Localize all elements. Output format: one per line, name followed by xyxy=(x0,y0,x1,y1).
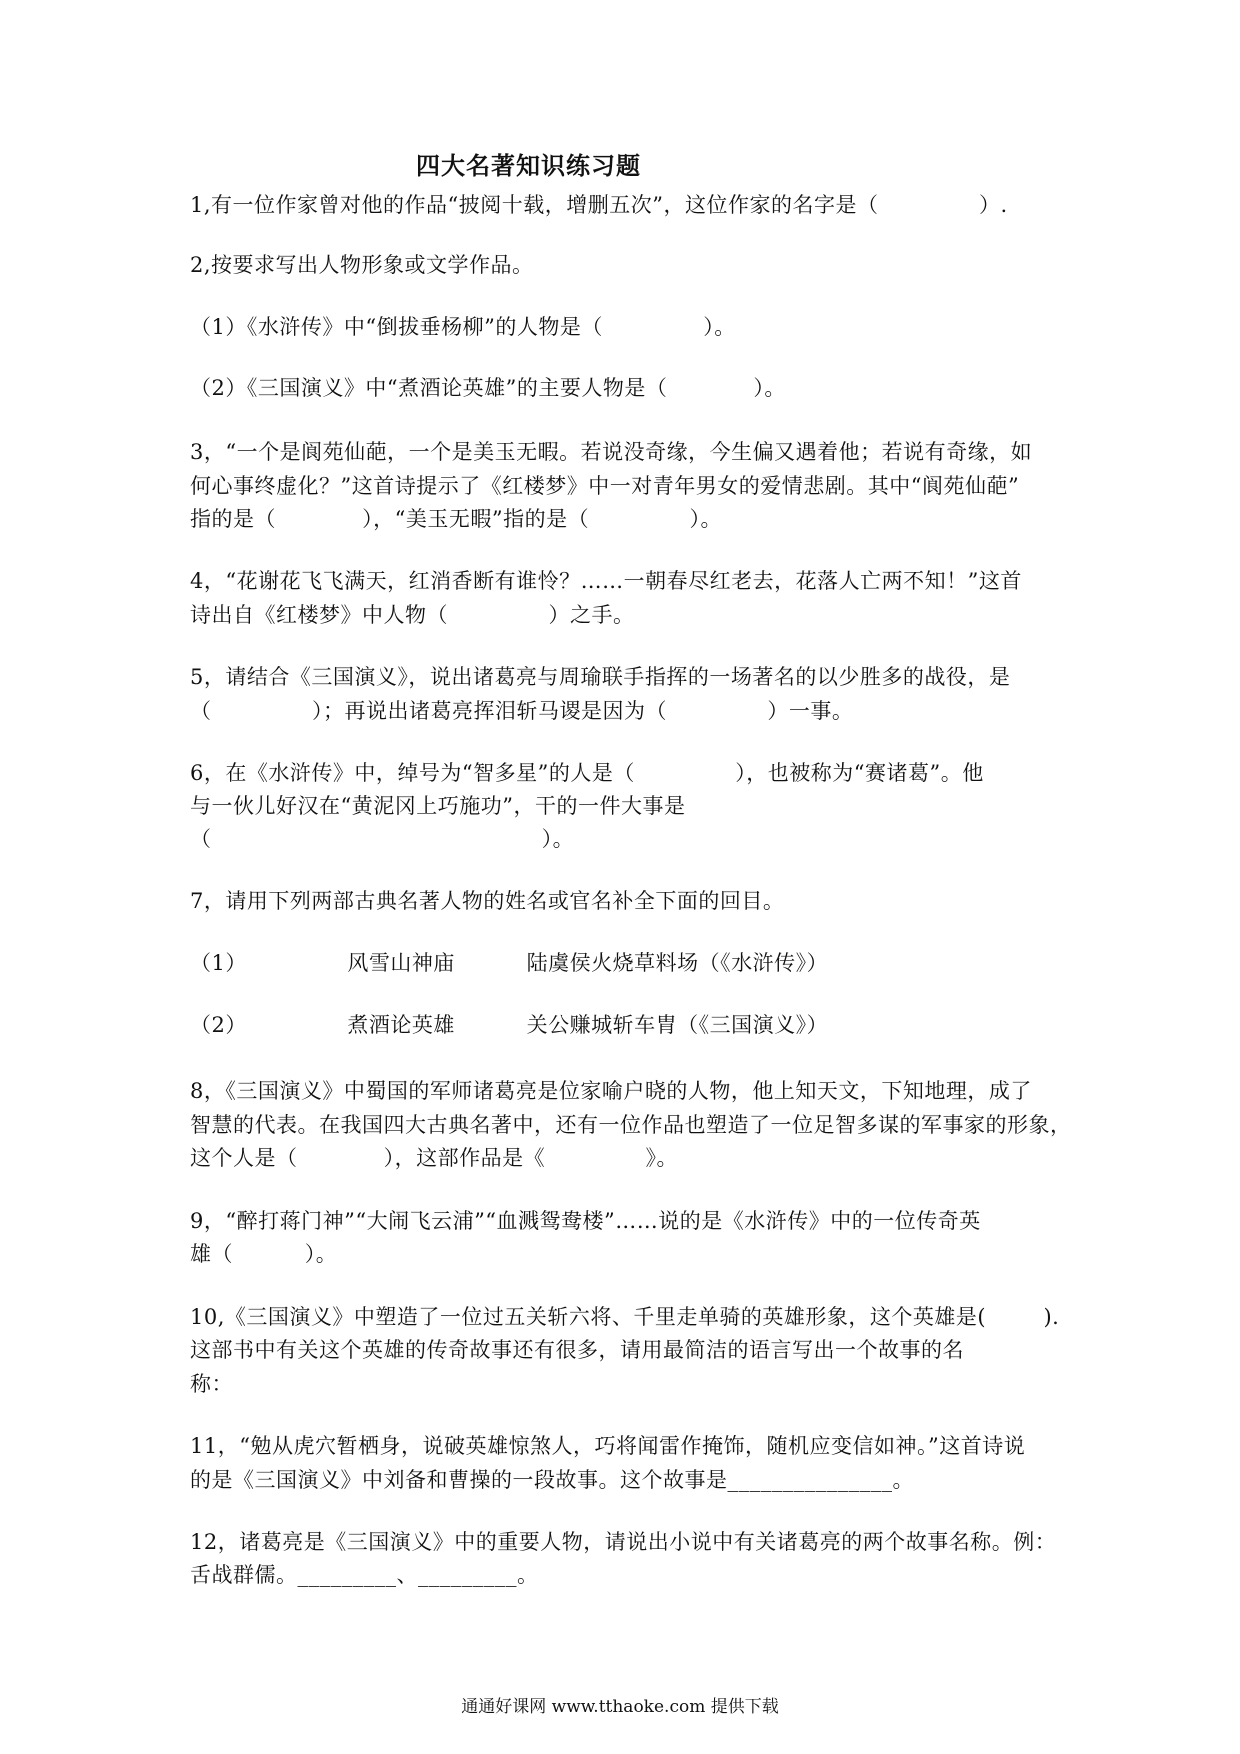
question-9-line-2: 雄（ ）。 xyxy=(190,1242,338,1266)
question-11-line-2: 的是《三国演义》中刘备和曹操的一段故事。这个故事是_______________。 xyxy=(190,1468,914,1492)
question-6-line-1: 6，在《水浒传》中，绰号为“智多星”的人是（ ），也被称为“赛诸葛”。他 xyxy=(190,761,984,785)
question-4-line-1: 4，“花谢花飞飞满天，红消香断有谁怜？……一朝春尽红老去，花落人亡两不知！”这首 xyxy=(190,569,1022,593)
question-6-line-3: （ ）。 xyxy=(190,827,575,851)
question-8-line-1: 8，《三国演义》中蜀国的军师诸葛亮是位家喻户晓的人物，他上知天文，下知地理，成了 xyxy=(190,1079,1032,1103)
question-6-line-2: 与一伙儿好汉在“黄泥冈上巧施功”，干的一件大事是 xyxy=(190,794,686,818)
question-8-line-2: 智慧的代表。在我国四大古典名著中，还有一位作品也塑造了一位足智多谋的军事家的形象， xyxy=(190,1113,1072,1137)
page-title: 四大名著知识练习题 xyxy=(416,151,641,180)
question-4-line-2: 诗出自《红楼梦》中人物（ ）之手。 xyxy=(190,603,635,627)
question-12-line-2: 舌战群儒。_________、_________。 xyxy=(190,1563,539,1587)
question-12-line-1: 12，诸葛亮是《三国演义》中的重要人物，请说出小说中有关诸葛亮的两个故事名称。例： xyxy=(190,1530,1057,1554)
question-10-line-2: 这部书中有关这个英雄的传奇故事还有很多，请用最简洁的语言写出一个故事的名 xyxy=(190,1338,964,1362)
page-footer: 通通好课网 www.tthaoke.com 提供下载 xyxy=(461,1697,779,1717)
question-7-stem: 7，请用下列两部古典名著人物的姓名或官名补全下面的回目。 xyxy=(190,889,785,913)
question-3-line-3: 指的是（ ），“美玉无暇”指的是（ ）。 xyxy=(190,507,723,531)
question-11-line-1: 11，“勉从虎穴暂栖身，说破英雄惊煞人，巧将闻雷作掩饰，随机应变信如神。”这首诗说 xyxy=(190,1434,1026,1458)
question-2-stem: 2,按要求写出人物形象或文学作品。 xyxy=(190,253,534,277)
question-7-sub-2: （2） 煮酒论英雄 关公赚城斩车胄（《三国演义》） xyxy=(190,1013,829,1037)
question-3-line-1: 3，“一个是阆苑仙葩，一个是美玉无暇。若说没奇缘，今生偏又遇着他；若说有奇缘，如 xyxy=(190,440,1033,464)
question-2-sub-2: （2）《三国演义》中“煮酒论英雄”的主要人物是（ ）。 xyxy=(190,376,786,400)
question-10-line-1: 10,《三国演义》中塑造了一位过五关斩六将、千里走单骑的英雄形象，这个英雄是( ). xyxy=(190,1305,1060,1329)
question-3-line-2: 何心事终虚化？”这首诗提示了《红楼梦》中一对青年男女的爱情悲剧。其中“阆苑仙葩” xyxy=(190,474,1020,498)
question-5-line-1: 5，请结合《三国演义》，说出诸葛亮与周瑜联手指挥的一场著名的以少胜多的战役，是 xyxy=(190,665,1011,689)
question-8-line-3: 这个人是（ ），这部作品是《 》。 xyxy=(190,1146,679,1170)
question-10-line-3: 称： xyxy=(190,1372,233,1396)
question-9-line-1: 9，“醉打蒋门神”“大闹飞云浦”“血溅鸳鸯楼”……说的是《水浒传》中的一位传奇英 xyxy=(190,1209,981,1233)
question-5-line-2: （ ）；再说出诸葛亮挥泪斩马谡是因为（ ）一事。 xyxy=(190,699,854,723)
question-2-sub-1: （1）《水浒传》中“倒拔垂杨柳”的人物是（ ）。 xyxy=(190,315,736,339)
question-7-sub-1: （1） 风雪山神庙 陆虞侯火烧草料场（《水浒传》） xyxy=(190,951,829,975)
question-1-line-1: 1,有一位作家曾对他的作品“披阅十载，增删五次”，这位作家的名字是（ ）. xyxy=(190,193,1008,217)
